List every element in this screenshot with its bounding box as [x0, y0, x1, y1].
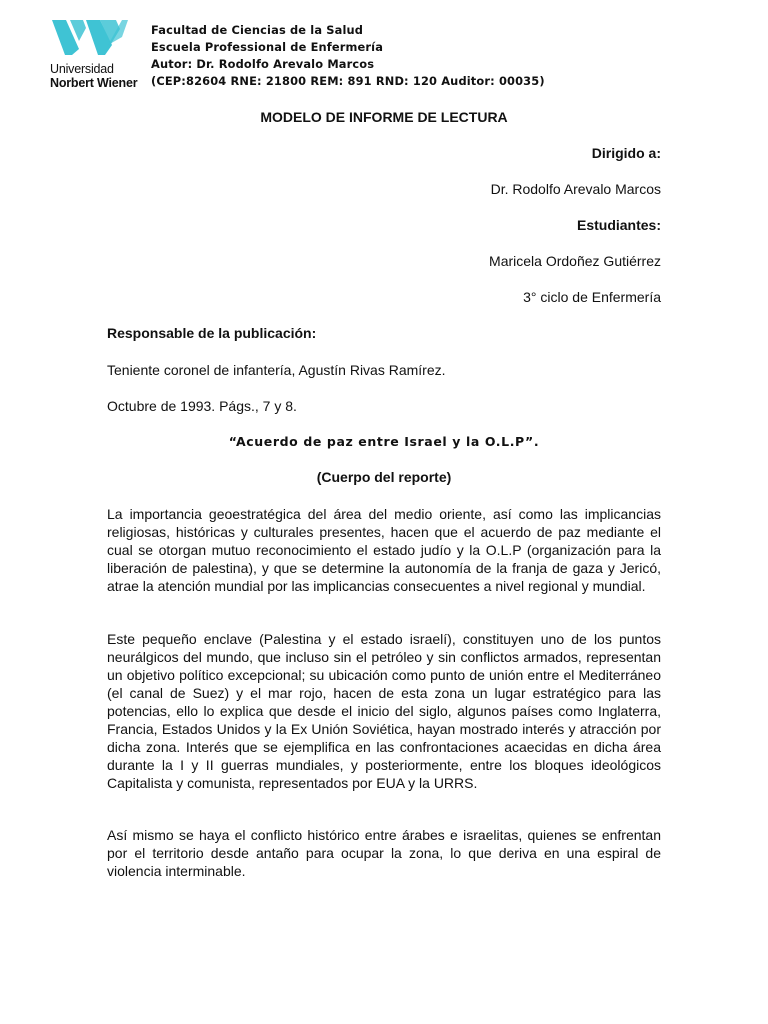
- addressed-label: Dirigido a:: [591, 145, 661, 161]
- cycle-text: 3° ciclo de Enfermería: [523, 289, 661, 305]
- university-logo-mark-icon: [50, 17, 130, 57]
- students-label: Estudiantes:: [576, 217, 661, 233]
- document-header: [151, 22, 545, 90]
- document-title: MODELO DE INFORME DE LECTURA: [260, 109, 508, 125]
- responsible-label: Responsable de la publicación:: [107, 325, 317, 341]
- student-name: Maricela Ordoñez Gutiérrez: [489, 253, 661, 269]
- publication-date: Octubre de 1993. Págs., 7 y 8.: [107, 398, 297, 414]
- university-logo: [50, 17, 146, 91]
- logo-university-word: Universidad: [50, 62, 114, 76]
- author-line: Autor: Dr. Rodolfo Arevalo Marcos: [151, 57, 375, 71]
- responsible-name: Teniente coronel de infantería, Agustín Rivas Ramírez.: [107, 362, 446, 378]
- body-paragraph-2: Este pequeño enclave (Palestina y el estado israelí), constituyen uno de los puntos neurálgicos del mundo, que incluso sin el petróleo y sin conflictos armados, representan un objetivo político excepcional; su ubicación como punto de unión entre el Mediterráneo (el canal de Suez) y el mar rojo, hacen de esta zona un lugar estratégico para las potencias, ello lo explica que desde el inicio del siglo, algunos países como Inglaterra, Francia, Estados Unidos y la Ex Unión Soviética, hayan mostrado interés y atracción por dicha zona. Interés que se ejemplifica en las confrontaciones acaecidas en dicha área durante la I y II guerras mundiales, y posteriormente, entre los bloques ideológicos Capitalista y comunista, representados por EUA y la URRS.: [107, 631, 661, 791]
- faculty-line: Facultad de Ciencias de la Salud: [151, 23, 364, 37]
- codes-line: (CEP:82604 RNE: 21800 REM: 891 RND: 120 Auditor: 00035): [151, 74, 545, 88]
- addressed-name: Dr. Rodolfo Arevalo Marcos: [490, 181, 661, 197]
- section-label: (Cuerpo del reporte): [316, 469, 452, 485]
- school-line: Escuela Professional de Enfermería: [151, 40, 384, 54]
- article-title: “Acuerdo de paz entre Israel y la O.L.P”.: [228, 434, 540, 449]
- logo-university-name: Norbert Wiener: [50, 76, 138, 90]
- body-paragraph-3: Así mismo se haya el conflicto histórico entre árabes e israelitas, quienes se enfrentan por el territorio desde antaño para ocupar la zona, lo que deriva en una espiral de violencia interminable.: [107, 827, 661, 879]
- body-paragraph-1: La importancia geoestratégica del área del medio oriente, así como las implicancias religiosas, históricas y culturales presentes, hacen que el acuerdo de paz mediante el cual se otorgan mutuo reconocimiento el estado judío y la O.L.P (organización para la liberación de palestina), y que se determine la autonomía de la franja de gaza y Jericó, atrae la atención mundial por las implicancias consecuentes a nivel regional y mundial.: [107, 506, 661, 594]
